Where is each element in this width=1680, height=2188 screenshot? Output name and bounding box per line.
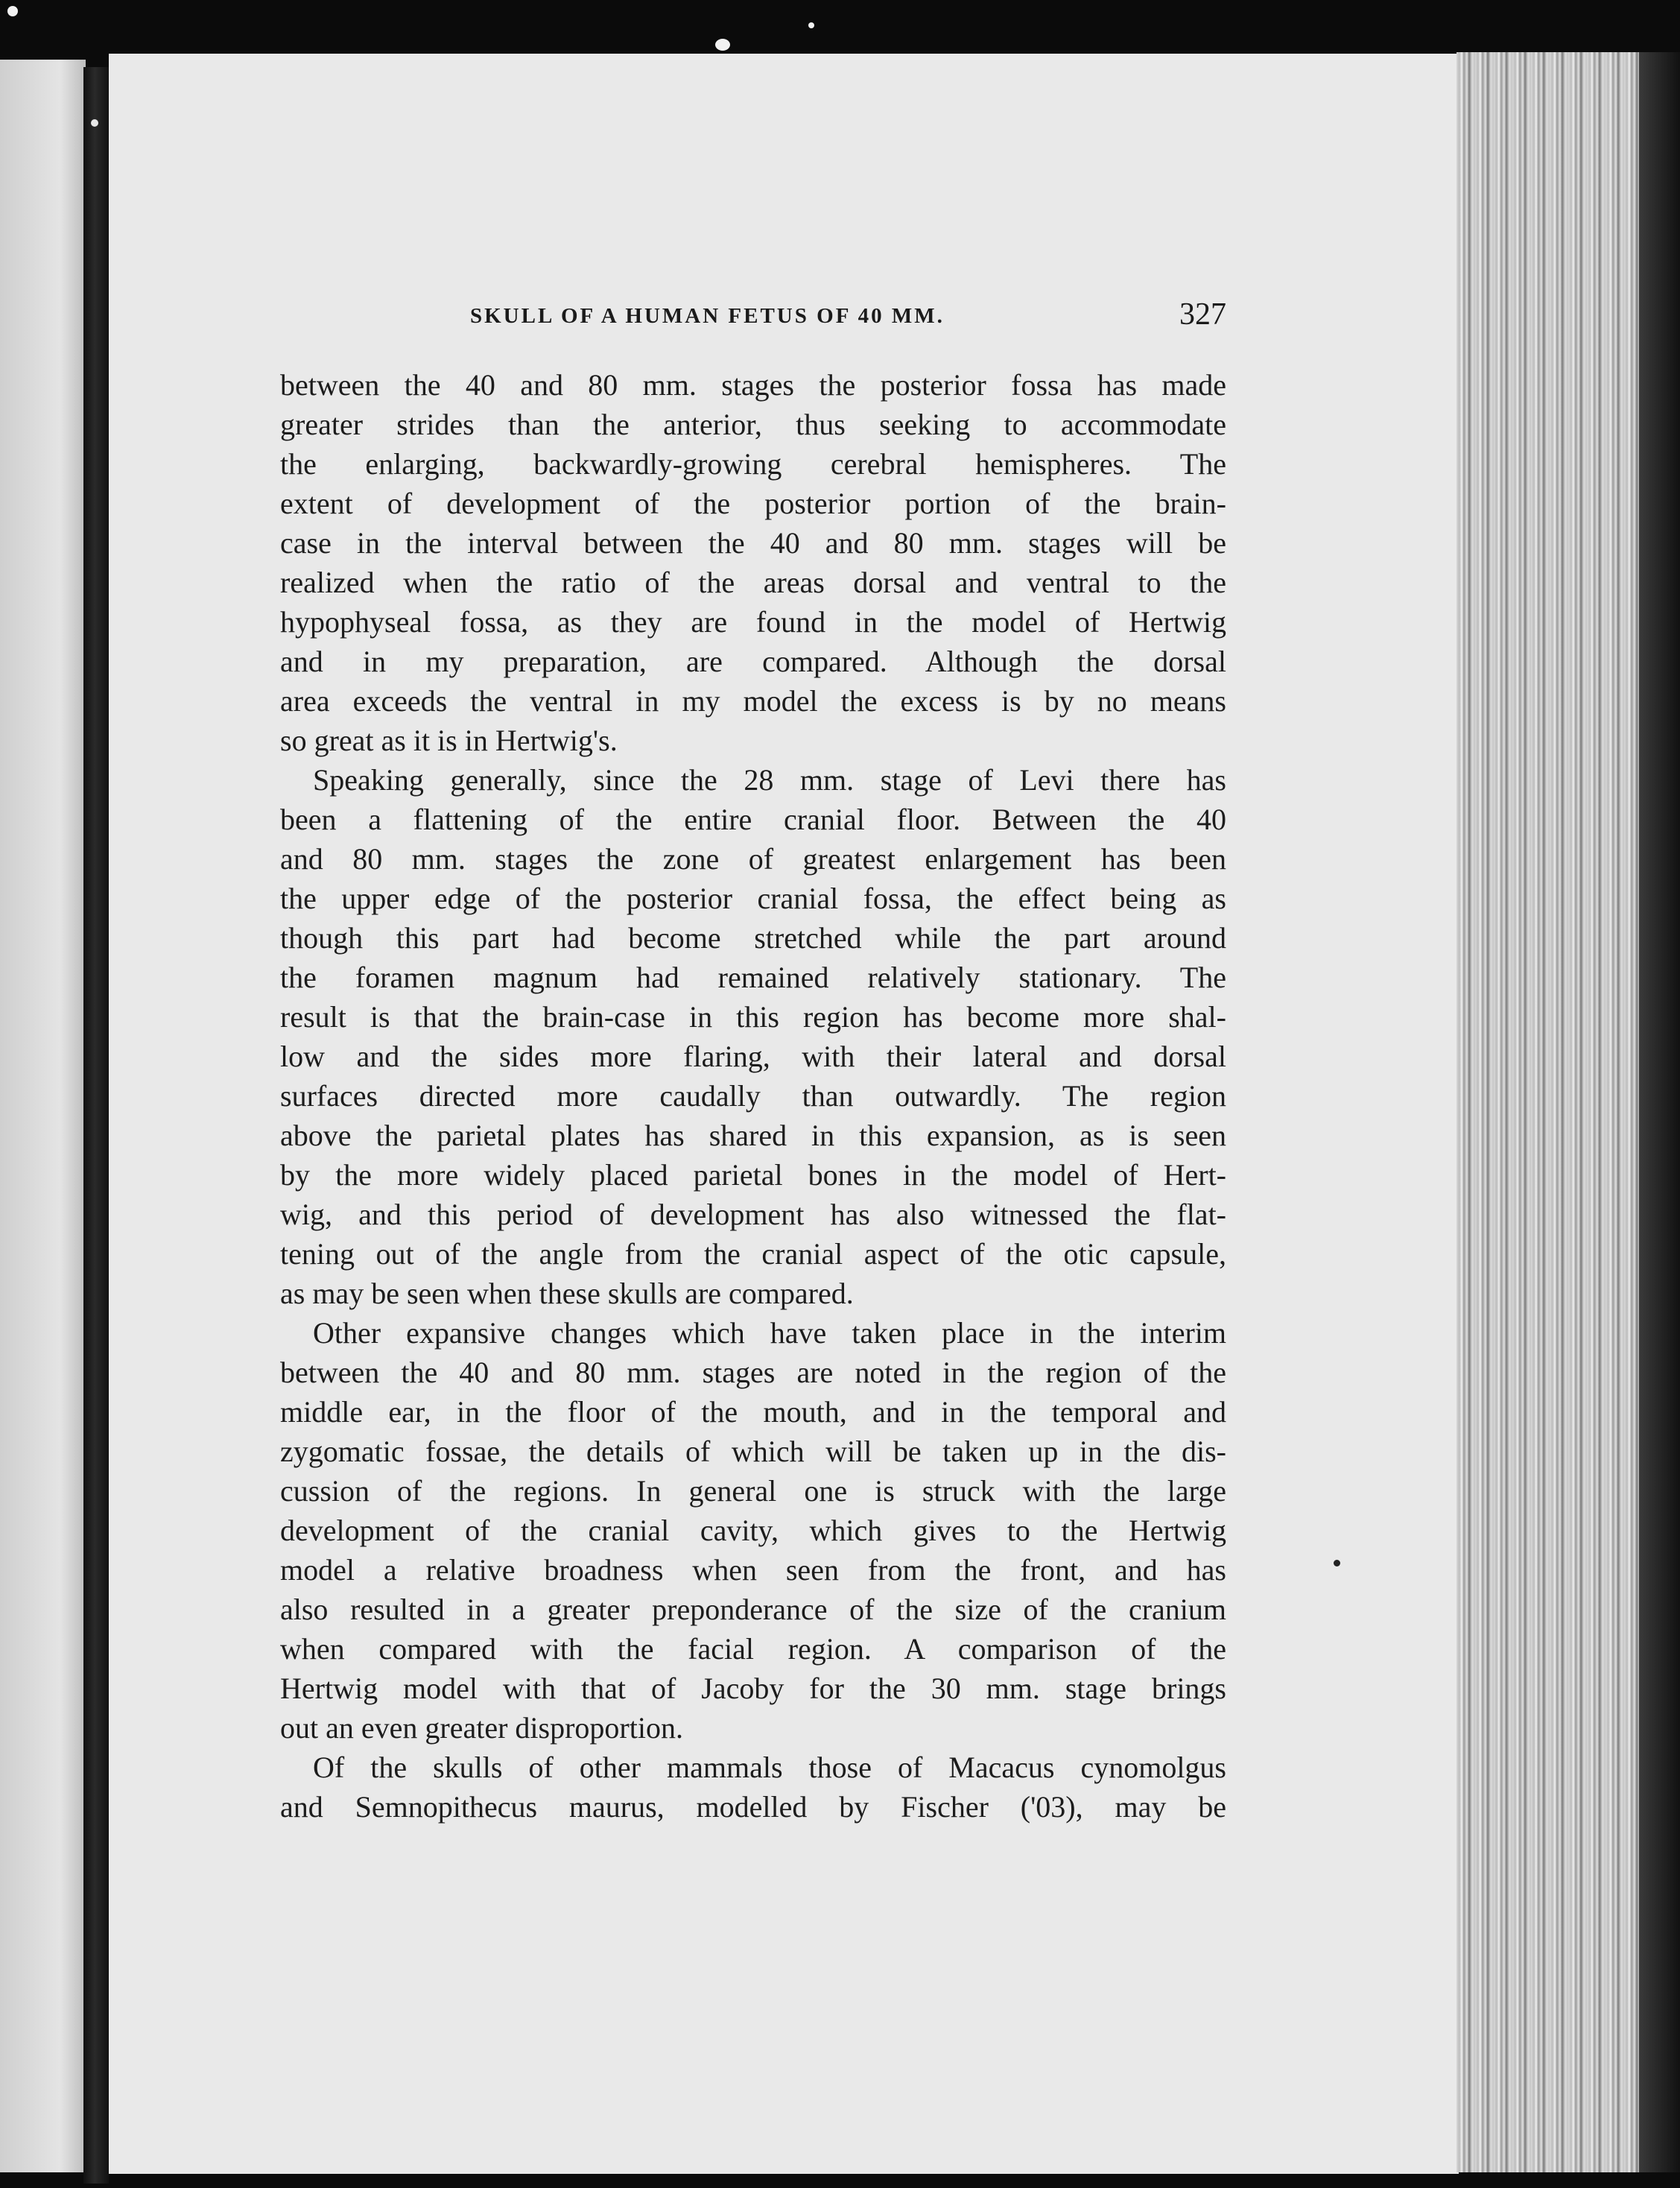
paragraph <box>280 1313 1226 1748</box>
text-line: and 80 mm. stages the zone of greatest enlargement has been <box>280 842 1226 876</box>
text-line: by the more widely placed parietal bones in the model of Hert- <box>280 1158 1226 1192</box>
page-block-shadow <box>1639 52 1680 2172</box>
running-head <box>280 297 1226 341</box>
text-line: and Semnopithecus maurus, modelled by Fischer ('03), may be <box>280 1790 1226 1824</box>
paragraph <box>280 760 1226 1313</box>
text-line: above the parietal plates has shared in this expansion, as is seen <box>280 1119 1226 1152</box>
page-block-edges <box>1456 52 1643 2172</box>
text-line: been a flattening of the entire cranial floor. Between the 40 <box>280 803 1226 836</box>
text-line: cussion of the regions. In general one is struck with the large <box>280 1474 1226 1508</box>
text-line: surfaces directed more caudally than outwardly. The region <box>280 1079 1226 1113</box>
text-line: zygomatic fossae, the details of which will be taken up in the dis- <box>280 1435 1226 1468</box>
text-line: low and the sides more flaring, with their lateral and dorsal <box>280 1040 1226 1073</box>
text-line: as may be seen when these skulls are compared. <box>280 1277 854 1310</box>
text-line: case in the interval between the 40 and 80 mm. stages will be <box>280 526 1226 560</box>
running-title: SKULL OF A HUMAN FETUS OF 40 MM. <box>470 304 945 328</box>
text-line: the enlarging, backwardly-growing cerebral hemispheres. The <box>280 447 1226 481</box>
scan-speck <box>715 39 730 51</box>
text-line: Hertwig model with that of Jacoby for the 30 mm. stage brings <box>280 1672 1226 1705</box>
scan-speck <box>91 119 98 127</box>
book-gutter <box>83 67 109 2184</box>
text-line: the upper edge of the posterior cranial fossa, the effect being as <box>280 882 1226 915</box>
text-line: hypophyseal fossa, as they are found in the model of Hertwig <box>280 605 1226 639</box>
text-line: greater strides than the anterior, thus seeking to accommodate <box>280 408 1226 441</box>
facing-page-edge <box>0 60 86 2172</box>
scan-speck <box>808 22 814 28</box>
text-line: between the 40 and 80 mm. stages the posterior fossa has made <box>280 368 1226 402</box>
text-line: model a relative broadness when seen from the front, and has <box>280 1553 1226 1587</box>
text-line: when compared with the facial region. A comparison of the <box>280 1632 1226 1666</box>
text-line: the foramen magnum had remained relatively stationary. The <box>280 961 1226 994</box>
text-line: tening out of the angle from the cranial aspect of the otic capsule, <box>280 1237 1226 1271</box>
text-line: so great as it is in Hertwig's. <box>280 724 618 757</box>
text-line: though this part had become stretched while the part around <box>280 921 1226 955</box>
text-line: Other expansive changes which have taken place in the interim <box>313 1316 1226 1350</box>
text-line: between the 40 and 80 mm. stages are noted in the region of the <box>280 1356 1226 1389</box>
text-line: out an even greater disproportion. <box>280 1711 683 1745</box>
text-line: wig, and this period of development has also witnessed the flat- <box>280 1198 1226 1231</box>
paragraph <box>280 365 1226 760</box>
text-line: development of the cranial cavity, which gives to the Hertwig <box>280 1514 1226 1547</box>
text-line: also resulted in a greater preponderance of the size of the cranium <box>280 1593 1226 1626</box>
text-line: result is that the brain-case in this region has become more shal- <box>280 1000 1226 1034</box>
paragraph <box>280 1748 1226 1827</box>
scan-speck <box>7 6 18 16</box>
text-line: extent of development of the posterior portion of the brain- <box>280 487 1226 520</box>
text-line: middle ear, in the floor of the mouth, and in the temporal and <box>280 1395 1226 1429</box>
body-text <box>280 365 1226 1827</box>
page-number: 327 <box>1179 297 1226 332</box>
text-line: Of the skulls of other mammals those of Macacus cynomolgus <box>313 1751 1226 1784</box>
text-line: realized when the ratio of the areas dorsal and ventral to the <box>280 566 1226 599</box>
text-line: area exceeds the ventral in my model the excess is by no means <box>280 684 1226 718</box>
scan-speck <box>1334 1560 1340 1566</box>
text-line: Speaking generally, since the 28 mm. stage of Levi there has <box>313 763 1226 797</box>
text-line: and in my preparation, are compared. Although the dorsal <box>280 645 1226 678</box>
